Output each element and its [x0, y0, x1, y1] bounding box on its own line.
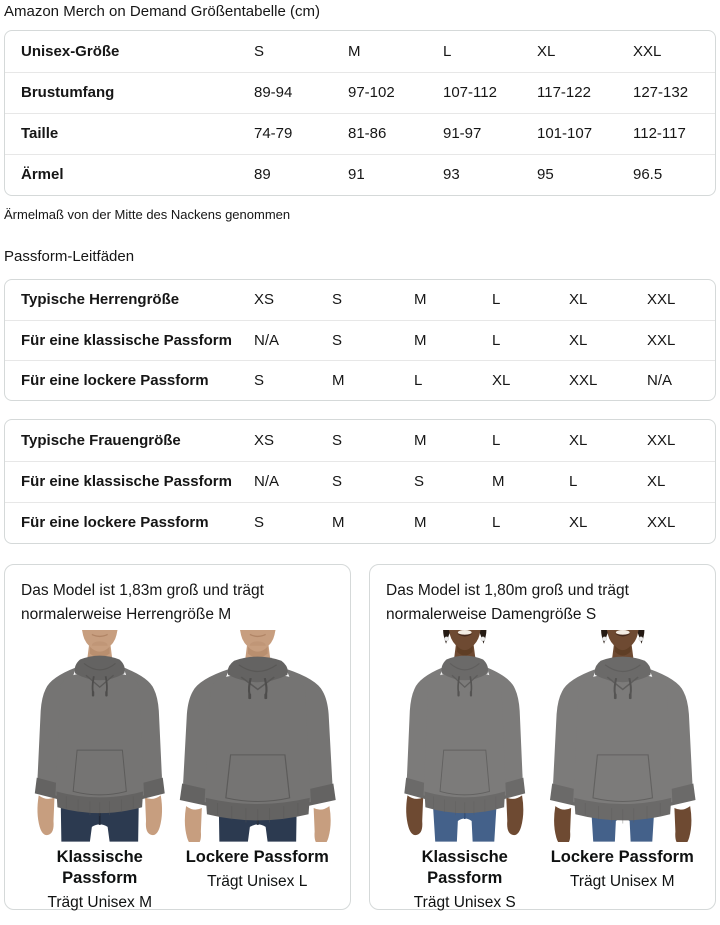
cell: XXL	[569, 360, 647, 400]
row-label: Typische Frauengröße	[21, 431, 181, 449]
cell: L	[492, 320, 569, 360]
male-model-card	[4, 564, 351, 910]
worn-size-label: Trägt Unisex M	[569, 872, 675, 890]
cell: XXL	[647, 320, 715, 360]
cell: XXL	[647, 291, 676, 309]
cell: S	[254, 360, 332, 400]
womens-fit-table	[4, 419, 716, 544]
loose-fit-figure	[544, 630, 702, 913]
cell: 112-117	[633, 113, 715, 154]
row-label: Brustumfang	[5, 72, 254, 113]
cell: XL	[569, 502, 647, 543]
cell: XL	[492, 360, 569, 400]
model-description: Das Model ist 1,83m groß und trägt normalerweise Herrengröße M	[21, 582, 264, 623]
cell: XL	[569, 291, 588, 309]
cell: M	[492, 461, 569, 502]
cell: L	[569, 461, 647, 502]
cell: M	[414, 502, 492, 543]
col-header: Unisex-Größe	[21, 42, 120, 60]
cell: XS	[254, 431, 275, 449]
col-header: S	[254, 42, 265, 60]
cell: 93	[443, 154, 537, 195]
table-row	[5, 154, 715, 195]
col-header: XL	[537, 42, 556, 60]
cell: 91-97	[443, 113, 537, 154]
worn-size-label: Trägt Unisex L	[207, 872, 308, 890]
cell: N/A	[647, 360, 715, 400]
cell: XXL	[647, 502, 715, 543]
fit-guides-heading: Passform-Leitfäden	[4, 248, 135, 265]
model-description: Das Model ist 1,80m groß und trägt normalerweise Damengröße S	[386, 582, 629, 623]
col-header: XXL	[633, 42, 662, 60]
col-header: L	[443, 42, 452, 60]
table-row	[5, 320, 715, 360]
cell: M	[332, 360, 414, 400]
sleeve-measure-note: Ärmelmaß von der Mitte des Nackens genommen	[4, 207, 291, 222]
cell: 96.5	[633, 154, 715, 195]
cell: S	[332, 431, 343, 449]
classic-fit-figure	[386, 630, 544, 913]
cell: 107-112	[443, 72, 537, 113]
cell: 97-102	[348, 72, 443, 113]
cell: XS	[254, 291, 275, 309]
cell: 127-132	[633, 72, 715, 113]
cell: S	[332, 461, 414, 502]
page-title: Amazon Merch on Demand Größentabelle (cm)	[4, 3, 320, 20]
cell: 89	[254, 154, 348, 195]
row-label: Für eine klassische Passform	[5, 461, 254, 502]
table-row	[5, 280, 715, 320]
worn-size-label: Trägt Unisex S	[413, 893, 516, 911]
fit-label: Klassische Passform	[421, 847, 508, 887]
cell: 101-107	[537, 113, 633, 154]
cell: S	[254, 502, 332, 543]
model-photo	[179, 630, 337, 842]
row-label: Für eine lockere Passform	[5, 502, 254, 543]
fit-label: Lockere Passform	[550, 847, 694, 866]
row-label: Für eine klassische Passform	[5, 320, 254, 360]
loose-fit-figure	[179, 630, 337, 913]
row-label: Taille	[5, 113, 254, 154]
fit-label: Klassische Passform	[56, 847, 143, 887]
cell: 91	[348, 154, 443, 195]
cell: M	[414, 291, 427, 309]
row-label: Ärmel	[5, 154, 254, 195]
fit-label: Lockere Passform	[185, 847, 329, 866]
classic-fit-figure	[21, 630, 179, 913]
table-row	[5, 360, 715, 400]
row-label: Für eine lockere Passform	[5, 360, 254, 400]
female-model-card	[369, 564, 716, 910]
worn-size-label: Trägt Unisex M	[47, 893, 152, 911]
cell: 89-94	[254, 72, 348, 113]
cell: S	[414, 461, 492, 502]
cell: S	[332, 320, 414, 360]
cell: S	[332, 291, 343, 309]
cell: 117-122	[537, 72, 633, 113]
cell: M	[414, 320, 492, 360]
cell: L	[492, 291, 501, 309]
table-row	[5, 502, 715, 543]
cell: XL	[569, 431, 588, 449]
model-photo	[21, 630, 179, 842]
model-cards	[4, 564, 716, 910]
cell: L	[492, 431, 501, 449]
table-row	[5, 113, 715, 154]
table-row	[5, 31, 715, 72]
table-row	[5, 72, 715, 113]
cell: XL	[647, 461, 715, 502]
mens-fit-table	[4, 279, 716, 401]
cell: M	[332, 502, 414, 543]
unisex-size-table	[4, 30, 716, 196]
cell: M	[414, 431, 427, 449]
col-header: M	[348, 42, 361, 60]
cell: 81-86	[348, 113, 443, 154]
table-row	[5, 461, 715, 502]
cell: XXL	[647, 431, 676, 449]
model-photo	[544, 630, 702, 842]
cell: N/A	[254, 320, 332, 360]
table-row	[5, 420, 715, 461]
row-label: Typische Herrengröße	[21, 291, 180, 309]
cell: N/A	[254, 461, 332, 502]
model-photo	[386, 630, 544, 842]
cell: L	[414, 360, 492, 400]
cell: L	[492, 502, 569, 543]
cell: XL	[569, 320, 647, 360]
cell: 74-79	[254, 113, 348, 154]
cell: 95	[537, 154, 633, 195]
